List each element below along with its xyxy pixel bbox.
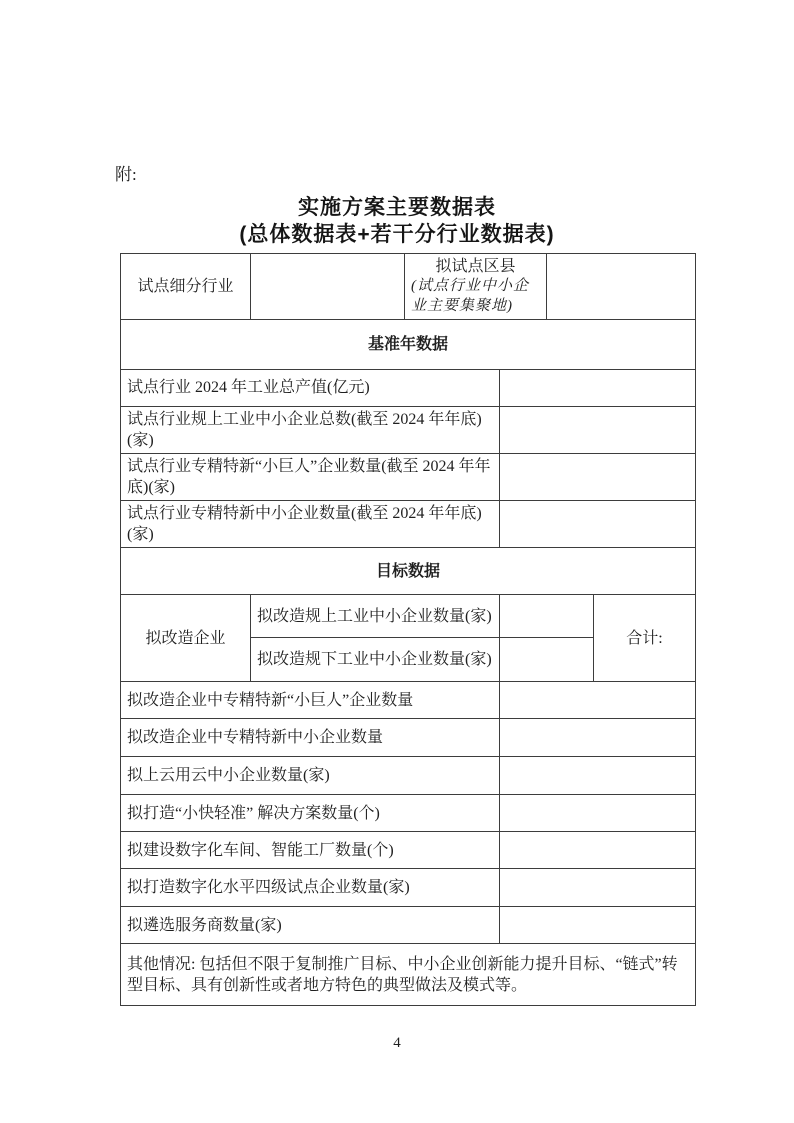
row-value-cell: [500, 595, 594, 638]
row-value-cell: [500, 453, 696, 500]
row-value-cell: [500, 638, 594, 682]
district-label-cell: [405, 254, 547, 320]
table-row: [121, 757, 696, 795]
row-label: 试点行业专精特新“小巨人”企业数量(截至 2024 年年底)(家): [121, 453, 500, 500]
section-title-baseline: 基准年数据: [121, 319, 696, 369]
row-label: 拟改造规上工业中小企业数量(家): [251, 595, 500, 638]
table-row: [121, 795, 696, 832]
table-row: [121, 453, 696, 500]
document-title: 实施方案主要数据表: [298, 196, 496, 219]
title-block: [0, 194, 794, 248]
row-value-cell: [500, 719, 696, 757]
row-value-cell: [500, 907, 696, 944]
table-row: [121, 406, 696, 453]
attachment-label: 附:: [115, 165, 137, 184]
section-title-target: 目标数据: [121, 548, 696, 595]
table-row: [121, 832, 696, 869]
table-row-section-target: [121, 548, 696, 595]
row-value-cell: [500, 682, 696, 719]
table-row-other-info: [121, 944, 696, 1006]
other-info-text: 其他情况: 包括但不限于复制推广目标、中小企业创新能力提升目标、“链式”转型目标、具有创新性或者地方特色的典型做法及模式等。: [121, 944, 696, 1006]
district-value-cell: [547, 254, 696, 320]
row-value-cell: [500, 406, 696, 453]
row-value-cell: [500, 501, 696, 548]
row-label: 试点行业 2024 年工业总产值(亿元): [121, 369, 500, 406]
page-number: 4: [393, 1035, 401, 1051]
table-row: [121, 869, 696, 907]
row-value-cell: [500, 832, 696, 869]
table-row: [121, 682, 696, 719]
row-value-cell: [500, 869, 696, 907]
table-row-transform-1: [121, 595, 696, 638]
row-value-cell: [500, 795, 696, 832]
pilot-industry-label: 试点细分行业: [121, 254, 251, 320]
row-label: 拟改造规下工业中小企业数量(家): [251, 638, 500, 682]
row-label: 拟上云用云中小企业数量(家): [121, 757, 500, 795]
row-label: 拟打造数字化水平四级试点企业数量(家): [121, 869, 500, 907]
row-value-cell: [500, 757, 696, 795]
district-label-line1: 拟试点区县: [435, 258, 516, 275]
transform-total-label: 合计:: [594, 595, 696, 682]
transform-group-label: 拟改造企业: [121, 595, 251, 682]
row-label: 拟打造“小快轻准” 解决方案数量(个): [121, 795, 500, 832]
table-row-section-baseline: [121, 319, 696, 369]
row-label: 试点行业规上工业中小企业总数(截至 2024 年年底)(家): [121, 406, 500, 453]
district-label-line2: (试点行业中小企业主要集聚地): [411, 278, 529, 314]
table-row: [121, 369, 696, 406]
table-row: [121, 501, 696, 548]
row-label: 拟遴选服务商数量(家): [121, 907, 500, 944]
table-row: [121, 907, 696, 944]
pilot-industry-value-cell: [251, 254, 405, 320]
document-subtitle: (总体数据表+若干分行业数据表): [239, 223, 555, 246]
row-label: 拟改造企业中专精特新中小企业数量: [121, 719, 500, 757]
row-label: 拟建设数字化车间、智能工厂数量(个): [121, 832, 500, 869]
table-row: [121, 719, 696, 757]
row-label: 试点行业专精特新中小企业数量(截至 2024 年年底)(家): [121, 501, 500, 548]
main-data-table: [120, 253, 696, 1006]
row-label: 拟改造企业中专精特新“小巨人”企业数量: [121, 682, 500, 719]
row-value-cell: [500, 369, 696, 406]
table-row-pilot-industry: [121, 254, 696, 320]
